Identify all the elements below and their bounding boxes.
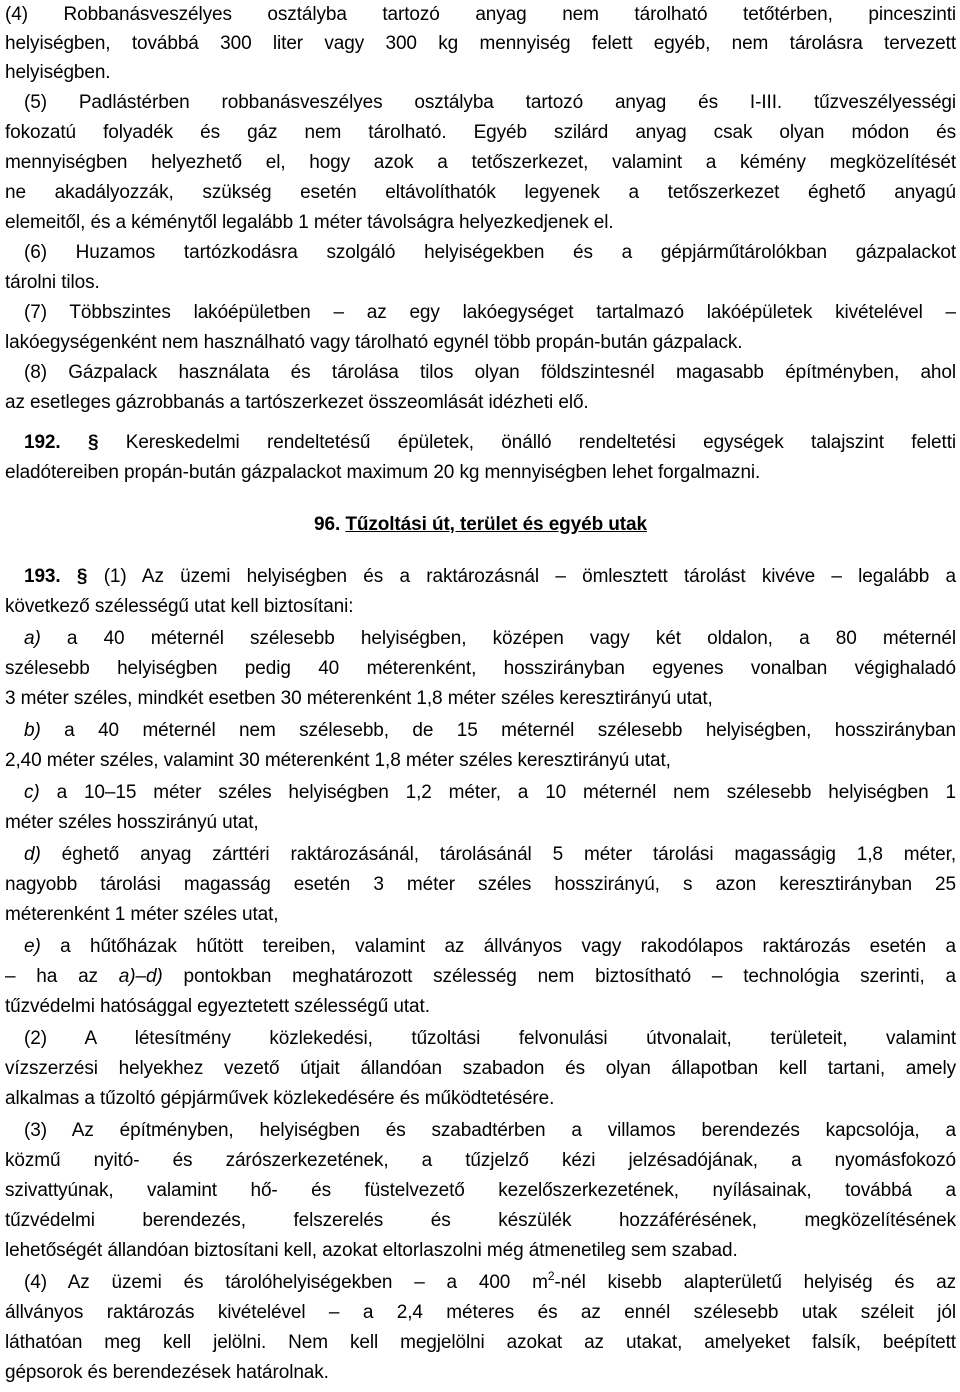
text-line [5, 1176, 956, 1206]
text-line [5, 1054, 956, 1084]
text-line [5, 1206, 956, 1236]
text-segment: ne akadályozzák, szükség esetén eltávolíthatók legyenek a tetőszerkezet éghető anyagú [5, 182, 956, 203]
text-segment: szélesebb helyiségben pedig 40 méterenként, hosszirányban egyenes vonalban végighaladó [5, 658, 956, 679]
italic-text: b) [24, 720, 41, 741]
text-line [5, 1268, 956, 1298]
text-segment: láthatóan meg kell jelölni. Nem kell megjelölni azokat az utakat, amelyeket falsík, beépített [5, 1332, 956, 1353]
text-line [5, 778, 956, 808]
text-line [5, 1328, 956, 1358]
text-segment: a 40 méternél szélesebb helyiségben, középen vagy két oldalon, a 80 méternél [40, 628, 956, 649]
text-line [5, 0, 956, 30]
bold-text: § [87, 432, 99, 453]
text-line [5, 88, 956, 118]
text-segment: alkalmas a tűzoltó gépjárművek közlekedésére és működtetésére. [5, 1088, 555, 1109]
text-segment: (2) A létesítmény közlekedési, tűzoltási felvonulási útvonalait, területeit, valamint [24, 1028, 956, 1049]
text-line [5, 358, 956, 388]
text-segment: lehetőségét állandóan biztosítani kell, azokat eltorlaszolni még átmenetileg sem szabad. [5, 1240, 738, 1261]
text-line [5, 1298, 956, 1328]
text-segment: (6) Huzamos tartózkodásra szolgáló helyiségekben és a gépjárműtárolókban gázpalackot [24, 242, 956, 263]
text-line [5, 458, 956, 488]
text-segment: (1) Az üzemi helyiségben és a raktározásnál – ömlesztett tárolást kivéve – legalább a [87, 566, 956, 587]
text-line [5, 1084, 956, 1114]
text-segment: szivattyúnak, valamint hő- és füstelvezető kezelőszerkezetének, nyílásainak, továbbá a [5, 1180, 956, 1201]
text-segment: 96. [314, 514, 346, 535]
text-segment: méter széles hosszirányú utat, [5, 812, 259, 833]
text-line [5, 840, 956, 870]
text-segment [61, 432, 88, 453]
text-segment: Kereskedelmi rendeltetésű épületek, önálló rendeltetési egységek talajszint feletti [98, 432, 956, 453]
text-line [5, 992, 956, 1022]
bold-text: § [76, 566, 88, 587]
text-line [5, 932, 956, 962]
text-line [5, 298, 956, 328]
text-line [5, 428, 956, 458]
text-segment: gépsorok és berendezések határolnak. [5, 1362, 329, 1383]
text-line [5, 29, 956, 59]
text-segment: helyiségben, továbbá 300 liter vagy 300 kg mennyiség felett egyéb, nem tárolásra tervezett [5, 33, 956, 54]
text-segment: -nél kisebb alapterületű helyiség és az [554, 1272, 956, 1293]
text-line [5, 58, 956, 88]
text-line [5, 1236, 956, 1266]
text-line [5, 1024, 956, 1054]
bold-text: 193. [24, 566, 61, 587]
text-segment: (4) Robbanásveszélyes osztályba tartozó anyag nem tárolható tetőtérben, pinceszinti [5, 4, 956, 25]
text-segment: éghető anyag zárttéri raktározásánál, tárolásánál 5 méter tárolási magasságig 1,8 méter, [40, 844, 956, 865]
text-segment: (5) Padlástérben robbanásveszélyes osztályba tartozó anyag és I-III. tűzveszélyességi [24, 92, 956, 113]
italic-text: a) [24, 628, 41, 649]
text-line [5, 1146, 956, 1176]
text-segment: tűzvédelmi berendezés, felszerelés és készülék hozzáférésének, megközelítésének [5, 1210, 956, 1231]
text-line [5, 716, 956, 746]
text-line [5, 178, 956, 208]
text-segment: az esetleges gázrobbanás a tartószerkezet összeomlását idézheti elő. [5, 392, 589, 413]
text-line [5, 562, 956, 592]
text-line [5, 962, 956, 992]
text-line [5, 684, 956, 714]
text-segment: fokozatú folyadék és gáz nem tárolható. Egyéb szilárd anyag csak olyan módon és [5, 122, 956, 143]
text-segment: – ha az [5, 966, 119, 987]
text-line [5, 900, 956, 930]
section-title: Tűzoltási út, terület és egyéb utak [345, 514, 647, 535]
text-segment: következő szélességű utat kell biztosítani: [5, 596, 354, 617]
text-segment: pontokban meghatározott szélesség nem biztosítható – technológia szerinti, a [162, 966, 956, 987]
text-segment: vízszerzési helyekhez vezető útjait állandóan szabadon és olyan állapotban kell tartani, amely [5, 1058, 956, 1079]
text-segment: a 10–15 méter széles helyiségben 1,2 méter, a 10 méternél nem szélesebb helyiségben 1 [39, 782, 956, 803]
text-segment: méterenként 1 méter széles utat, [5, 904, 279, 925]
italic-text: d) [24, 844, 41, 865]
text-line [5, 510, 956, 540]
text-segment: (8) Gázpalack használata és tárolása tilos olyan földszintesnél magasabb építményben, ahol [24, 362, 956, 383]
text-segment: 2 [547, 1269, 555, 1283]
text-segment: 2,40 méter széles, valamint 30 méterenként 1,8 méter széles keresztirányú utat, [5, 750, 671, 771]
text-line [5, 746, 956, 776]
text-segment: közmű nyitó- és zárószerkezetének, a tűzjelző kézi jelzésadójának, a nyomásfokozó [5, 1150, 956, 1171]
text-segment: elemeitől, és a kéménytől legalább 1 méter távolságra helyezkedjenek el. [5, 212, 614, 233]
italic-text: a)–d) [118, 966, 163, 987]
text-segment: a hűtőházak hűtött tereiben, valamint az állványos vagy rakodólapos raktározás esetén a [40, 936, 956, 957]
text-segment: (4) Az üzemi és tárolóhelyiségekben – a 400 m [24, 1272, 548, 1293]
text-line [5, 624, 956, 654]
italic-text: c) [24, 782, 40, 803]
text-segment: állványos raktározás kivételével – a 2,4 méteres és az ennél szélesebb utak széleit jól [5, 1302, 956, 1323]
text-line [5, 870, 956, 900]
text-segment: mennyiségben helyezhető el, hogy azok a tetőszerkezet, valamint a kémény megközelítését [5, 152, 956, 173]
text-segment [61, 566, 77, 587]
text-segment: lakóegységenként nem használható vagy tárolható egynél több propán-bután gázpalack. [5, 332, 743, 353]
text-line [5, 808, 956, 838]
text-line [5, 592, 956, 622]
text-line [5, 268, 956, 298]
italic-text: e) [24, 936, 41, 957]
text-line [5, 654, 956, 684]
bold-text: 192. [24, 432, 61, 453]
text-segment: 3 méter széles, mindkét esetben 30 méterenként 1,8 méter széles keresztirányú utat, [5, 688, 713, 709]
text-segment: tűzvédelmi hatósággal egyeztetett szélességű utat. [5, 996, 430, 1017]
text-segment: helyiségben. [5, 62, 111, 83]
text-segment: nagyobb tárolási magasság esetén 3 méter széles hosszirányú, s azon keresztirányban 25 [5, 874, 956, 895]
text-line [5, 328, 956, 358]
text-line [5, 208, 956, 238]
text-segment: tárolni tilos. [5, 272, 100, 293]
text-line [5, 148, 956, 178]
text-line [5, 118, 956, 148]
text-line [5, 1116, 956, 1146]
text-line [5, 238, 956, 268]
text-segment: (7) Többszintes lakóépületben – az egy lakóegységet tartalmazó lakóépületek kivételével – [24, 302, 956, 323]
text-line [5, 388, 956, 418]
text-line [5, 1358, 956, 1388]
text-segment: (3) Az építményben, helyiségben és szabadtérben a villamos berendezés kapcsolója, a [24, 1120, 956, 1141]
text-segment: a 40 méternél nem szélesebb, de 15 méternél szélesebb helyiségben, hosszirányban [40, 720, 956, 741]
text-segment: eladótereiben propán-bután gázpalackot maximum 20 kg mennyiségben lehet forgalmazni. [5, 462, 761, 483]
